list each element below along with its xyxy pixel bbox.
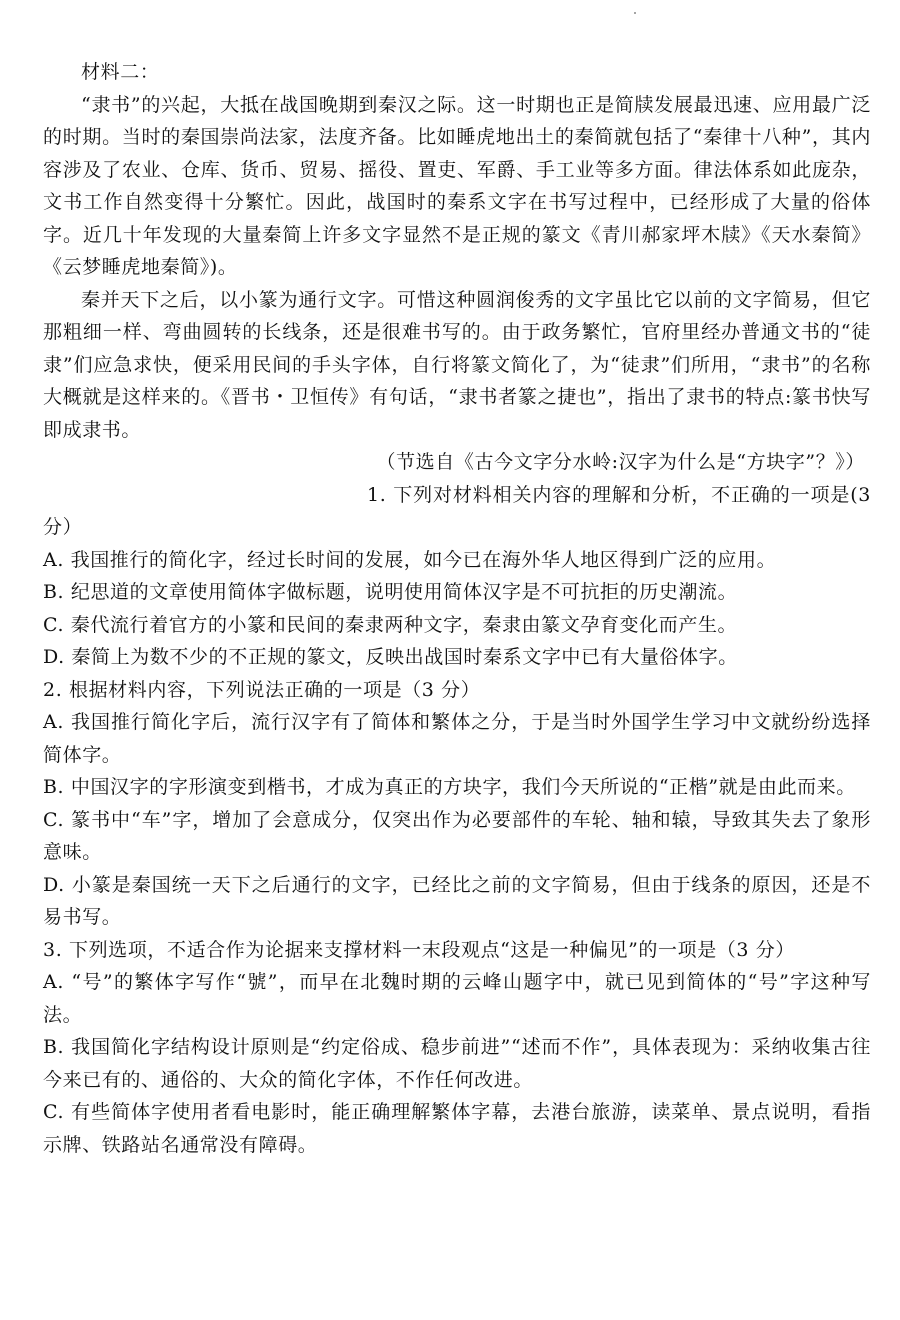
- source-citation: （节选自《古今文字分水岭:汉字为什么是“方块字”？》）: [376, 451, 865, 473]
- option-a: A. “号”的繁体字写作“號”，而早在北魏时期的云峰山题字中，就已见到简体的“号”字这种写法。: [43, 971, 871, 1026]
- question-2: [43, 674, 871, 934]
- option-b: B. 纪思道的文章使用简体字做标题，说明使用简体汉字是不可抗拒的历史潮流。: [43, 581, 738, 603]
- option-b: B. 中国汉字的字形演变到楷书，才成为真正的方块字，我们今天所说的“正楷”就是由此而来。: [43, 776, 856, 798]
- question-stem: 2. 根据材料内容，下列说法正确的一项是（3 分）: [43, 678, 481, 701]
- option-a: A. 我国推行简化字后，流行汉字有了简体和繁体之分，于是当时外国学生学习中文就纷纷选择简体字。: [43, 711, 871, 766]
- page-content: [43, 56, 871, 1161]
- option-c: C. 秦代流行着官方的小篆和民间的秦隶两种文字，秦隶由篆文孕育变化而产生。: [43, 613, 738, 636]
- question-stem: 3. 下列选项，不适合作为论据来支撑材料一末段观点“这是一种偏见”的一项是（3 分）: [43, 938, 795, 961]
- option-d: D. 秦简上为数不少的不正规的篆文，反映出战国时秦系文字中已有大量俗体字。: [43, 646, 738, 668]
- option-c: C. 有些简体字使用者看电影时，能正确理解繁体字幕，去港台旅游，读菜单、景点说明，看指示牌、铁路站名通常没有障碍。: [43, 1101, 871, 1156]
- question-1: [43, 479, 871, 674]
- option-d: D. 小篆是秦国统一天下之后通行的文字，已经比之前的文字简易，但由于线条的原因，还是不易书写。: [43, 873, 871, 928]
- option-b: B. 我国简化字结构设计原则是“约定俗成、稳步前进”“述而不作”，具体表现为：采纳收集古往今来已有的、通俗的、大众的简化字体，不作任何改进。: [43, 1036, 871, 1091]
- material-paragraph-2: 秦并天下之后，以小篆为通行文字。可惜这种圆润俊秀的文字虽比它以前的文字简易，但它那粗细一样、弯曲圆转的长线条，还是很难书写的。由于政务繁忙，官府里经办普通文书的“徒隶”们应急求快，便采用民间的手头字体，自行将篆文简化了，为“徒隶”们所用，“隶书”的名称大概就是这样来的。《晋书・卫恒传》有句话，“隶书者篆之捷也”，指出了隶书的特点:篆书快写即成隶书。: [43, 288, 871, 441]
- option-c: C. 篆书中“车”字，增加了会意成分，仅突出作为必要部件的车轮、轴和辕，导致其失去了象形意味。: [43, 808, 871, 863]
- material-heading: 材料二：: [81, 61, 160, 83]
- question-stem: 1. 下列对材料相关内容的理解和分析，不正确的一项是(3分）: [43, 483, 871, 538]
- option-a: A. 我国推行的简化字，经过长时间的发展，如今已在海外华人地区得到广泛的应用。: [43, 548, 777, 571]
- scan-speck: [634, 12, 636, 14]
- question-3: [43, 934, 871, 1162]
- material-paragraph-1: “隶书”的兴起，大抵在战国晚期到秦汉之际。这一时期也正是简牍发展最迅速、应用最广泛的时期。当时的秦国崇尚法家，法度齐备。比如睡虎地出土的秦简就包括了“秦律十八种”，其内容涉及了农业、仓库、货币、贸易、摇役、置吏、军爵、手工业等多方面。律法体系如此庞杂，文书工作自然变得十分繁忙。因此，战国时的秦系文字在书写过程中，已经形成了大量的俗体字。近几十年发现的大量秦简上许多文字显然不是正规的篆文《青川郝家坪木牍》《天水秦简》《云梦睡虎地秦简》)。: [43, 93, 871, 278]
